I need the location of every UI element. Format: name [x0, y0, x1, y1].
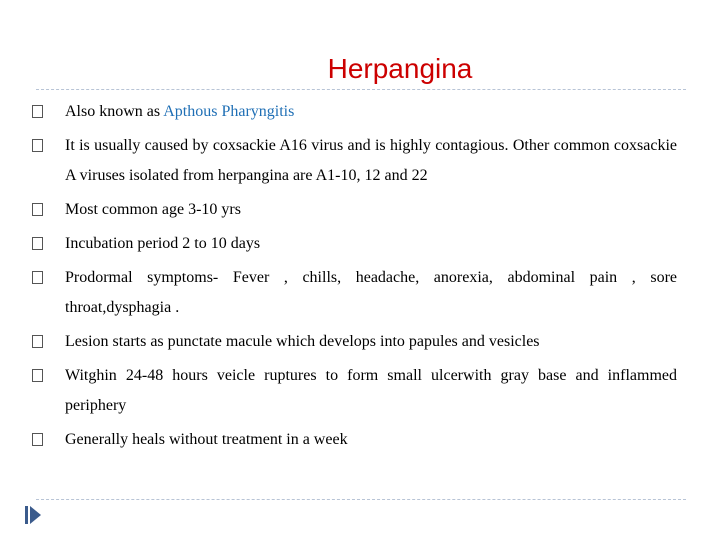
bullet-item	[32, 97, 677, 127]
bullet-item	[32, 263, 677, 323]
checkbox-bullet-icon	[32, 237, 43, 250]
bullet-text: Incubation period 2 to 10 days	[65, 235, 261, 252]
bullet-item	[32, 195, 677, 225]
top-divider	[36, 89, 686, 90]
bullet-list	[32, 97, 677, 455]
bullet-item	[32, 131, 677, 191]
checkbox-bullet-icon	[32, 335, 43, 348]
bullet-text: Generally heals without treatment in a week	[65, 431, 348, 448]
slide-title-text: Herpangina	[327, 53, 473, 84]
bullet-text: Prodormal symptoms- Fever , chills, headache, anorexia, abdominal pain , sore throat,dysphagia .	[65, 269, 677, 316]
bullet-text: Lesion starts as punctate macule which develops into papules and vesicles	[65, 333, 540, 350]
bullet-highlight: Apthous Pharyngitis	[163, 103, 295, 120]
checkbox-bullet-icon	[32, 203, 43, 216]
checkbox-bullet-icon	[32, 105, 43, 118]
checkbox-bullet-icon	[32, 433, 43, 446]
checkbox-bullet-icon	[32, 139, 43, 152]
slide-title	[0, 52, 720, 86]
bullet-text: Most common age 3-10 yrs	[65, 201, 241, 218]
next-slide-arrow-icon[interactable]	[30, 506, 41, 524]
checkbox-bullet-icon	[32, 271, 43, 284]
bullet-item	[32, 327, 677, 357]
bullet-text: Also known as	[65, 103, 164, 120]
checkbox-bullet-icon	[32, 369, 43, 382]
bullet-item	[32, 425, 677, 455]
bullet-item	[32, 229, 677, 259]
bottom-divider	[36, 499, 686, 500]
bullet-item	[32, 361, 677, 421]
bullet-text: Witghin 24-48 hours veicle ruptures to form small ulcerwith gray base and inflammed periphery	[65, 367, 677, 414]
bullet-text: It is usually caused by coxsackie A16 virus and is highly contagious. Other common coxsackie A viruses isolated from herpangina are A1-10, 12 and 22	[65, 137, 677, 184]
